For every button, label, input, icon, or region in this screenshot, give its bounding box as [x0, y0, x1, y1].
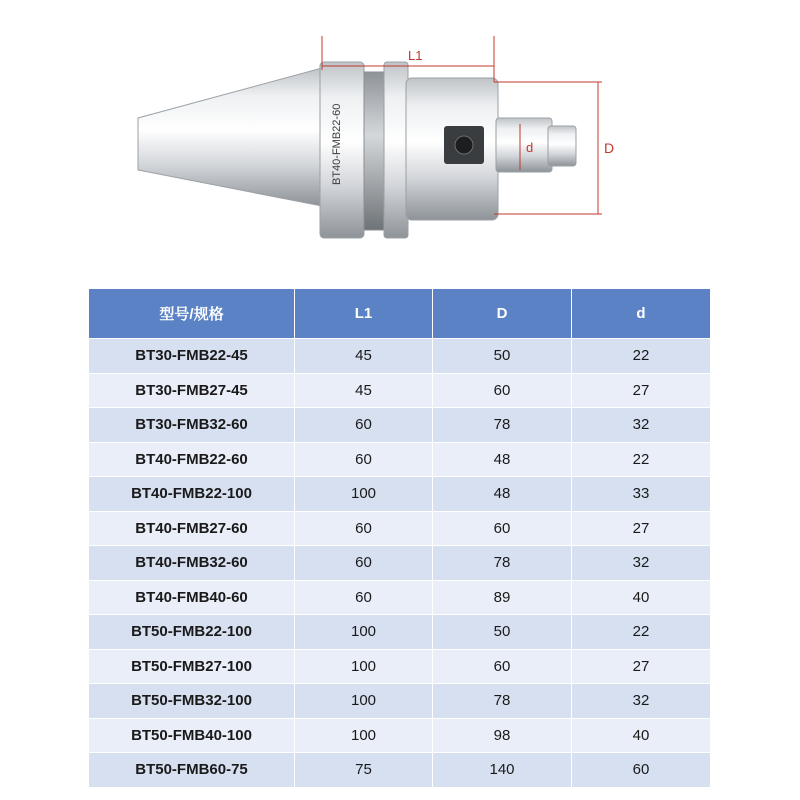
cell-d: 40 [572, 718, 711, 753]
table-row [89, 373, 711, 408]
cell-L1: 75 [295, 753, 433, 788]
table-row [89, 684, 711, 719]
cell-D: 140 [433, 753, 572, 788]
table-header [89, 289, 711, 339]
cell-D: 60 [433, 373, 572, 408]
table-row [89, 546, 711, 581]
table-row [89, 408, 711, 443]
cell-D: 50 [433, 339, 572, 374]
cell-model: BT50-FMB60-75 [89, 753, 295, 788]
dimension-label-L1: L1 [408, 48, 423, 63]
table-row [89, 649, 711, 684]
cell-d: 32 [572, 546, 711, 581]
cell-d: 27 [572, 373, 711, 408]
cell-L1: 100 [295, 684, 433, 719]
cell-model: BT30-FMB27-45 [89, 373, 295, 408]
table-row [89, 718, 711, 753]
dimension-label-D: D [604, 140, 615, 156]
cell-D: 60 [433, 649, 572, 684]
header-d: d [572, 289, 711, 339]
header-D: D [433, 289, 572, 339]
taper-shank [138, 68, 322, 206]
cell-d: 32 [572, 408, 711, 443]
cell-L1: 60 [295, 408, 433, 443]
cell-model: BT40-FMB32-60 [89, 546, 295, 581]
table-row [89, 477, 711, 512]
cell-L1: 45 [295, 373, 433, 408]
cell-d: 33 [572, 477, 711, 512]
cell-model: BT50-FMB27-100 [89, 649, 295, 684]
cell-D: 60 [433, 511, 572, 546]
arbor-nut [548, 126, 576, 166]
cell-model: BT50-FMB32-100 [89, 684, 295, 719]
cell-L1: 60 [295, 511, 433, 546]
arbor [496, 118, 552, 172]
cell-L1: 60 [295, 546, 433, 581]
table-row [89, 615, 711, 650]
cell-L1: 100 [295, 477, 433, 512]
tool-holder-drawing [0, 0, 800, 270]
v-groove [364, 72, 386, 230]
cell-d: 32 [572, 684, 711, 719]
dimension-label-d: d [526, 140, 534, 155]
cell-model: BT40-FMB40-60 [89, 580, 295, 615]
table-row [89, 580, 711, 615]
cell-model: BT50-FMB40-100 [89, 718, 295, 753]
cell-d: 27 [572, 511, 711, 546]
cell-d: 22 [572, 615, 711, 650]
cell-L1: 60 [295, 580, 433, 615]
cell-d: 22 [572, 442, 711, 477]
cell-d: 27 [572, 649, 711, 684]
table-row [89, 442, 711, 477]
set-screw-socket-icon [455, 136, 473, 154]
cell-model: BT40-FMB27-60 [89, 511, 295, 546]
cell-L1: 45 [295, 339, 433, 374]
table-body [89, 339, 711, 788]
cell-D: 98 [433, 718, 572, 753]
cell-L1: 100 [295, 615, 433, 650]
cell-model: BT40-FMB22-100 [89, 477, 295, 512]
cell-d: 40 [572, 580, 711, 615]
table-row [89, 511, 711, 546]
cell-d: 22 [572, 339, 711, 374]
cell-D: 50 [433, 615, 572, 650]
cell-D: 48 [433, 477, 572, 512]
cell-d: 60 [572, 753, 711, 788]
header-model: 型号/规格 [89, 289, 295, 339]
cell-L1: 100 [295, 649, 433, 684]
spec-table [88, 288, 711, 788]
cell-L1: 60 [295, 442, 433, 477]
flange-rear [384, 62, 408, 238]
cell-L1: 100 [295, 718, 433, 753]
table-row [89, 753, 711, 788]
cell-D: 89 [433, 580, 572, 615]
cell-D: 78 [433, 546, 572, 581]
header-L1: L1 [295, 289, 433, 339]
table-row [89, 339, 711, 374]
cell-model: BT30-FMB32-60 [89, 408, 295, 443]
cell-D: 48 [433, 442, 572, 477]
cell-model: BT30-FMB22-45 [89, 339, 295, 374]
cell-D: 78 [433, 684, 572, 719]
holder-engraving: BT40-FMB22-60 [331, 103, 343, 185]
cell-D: 78 [433, 408, 572, 443]
cell-model: BT40-FMB22-60 [89, 442, 295, 477]
cell-model: BT50-FMB22-100 [89, 615, 295, 650]
